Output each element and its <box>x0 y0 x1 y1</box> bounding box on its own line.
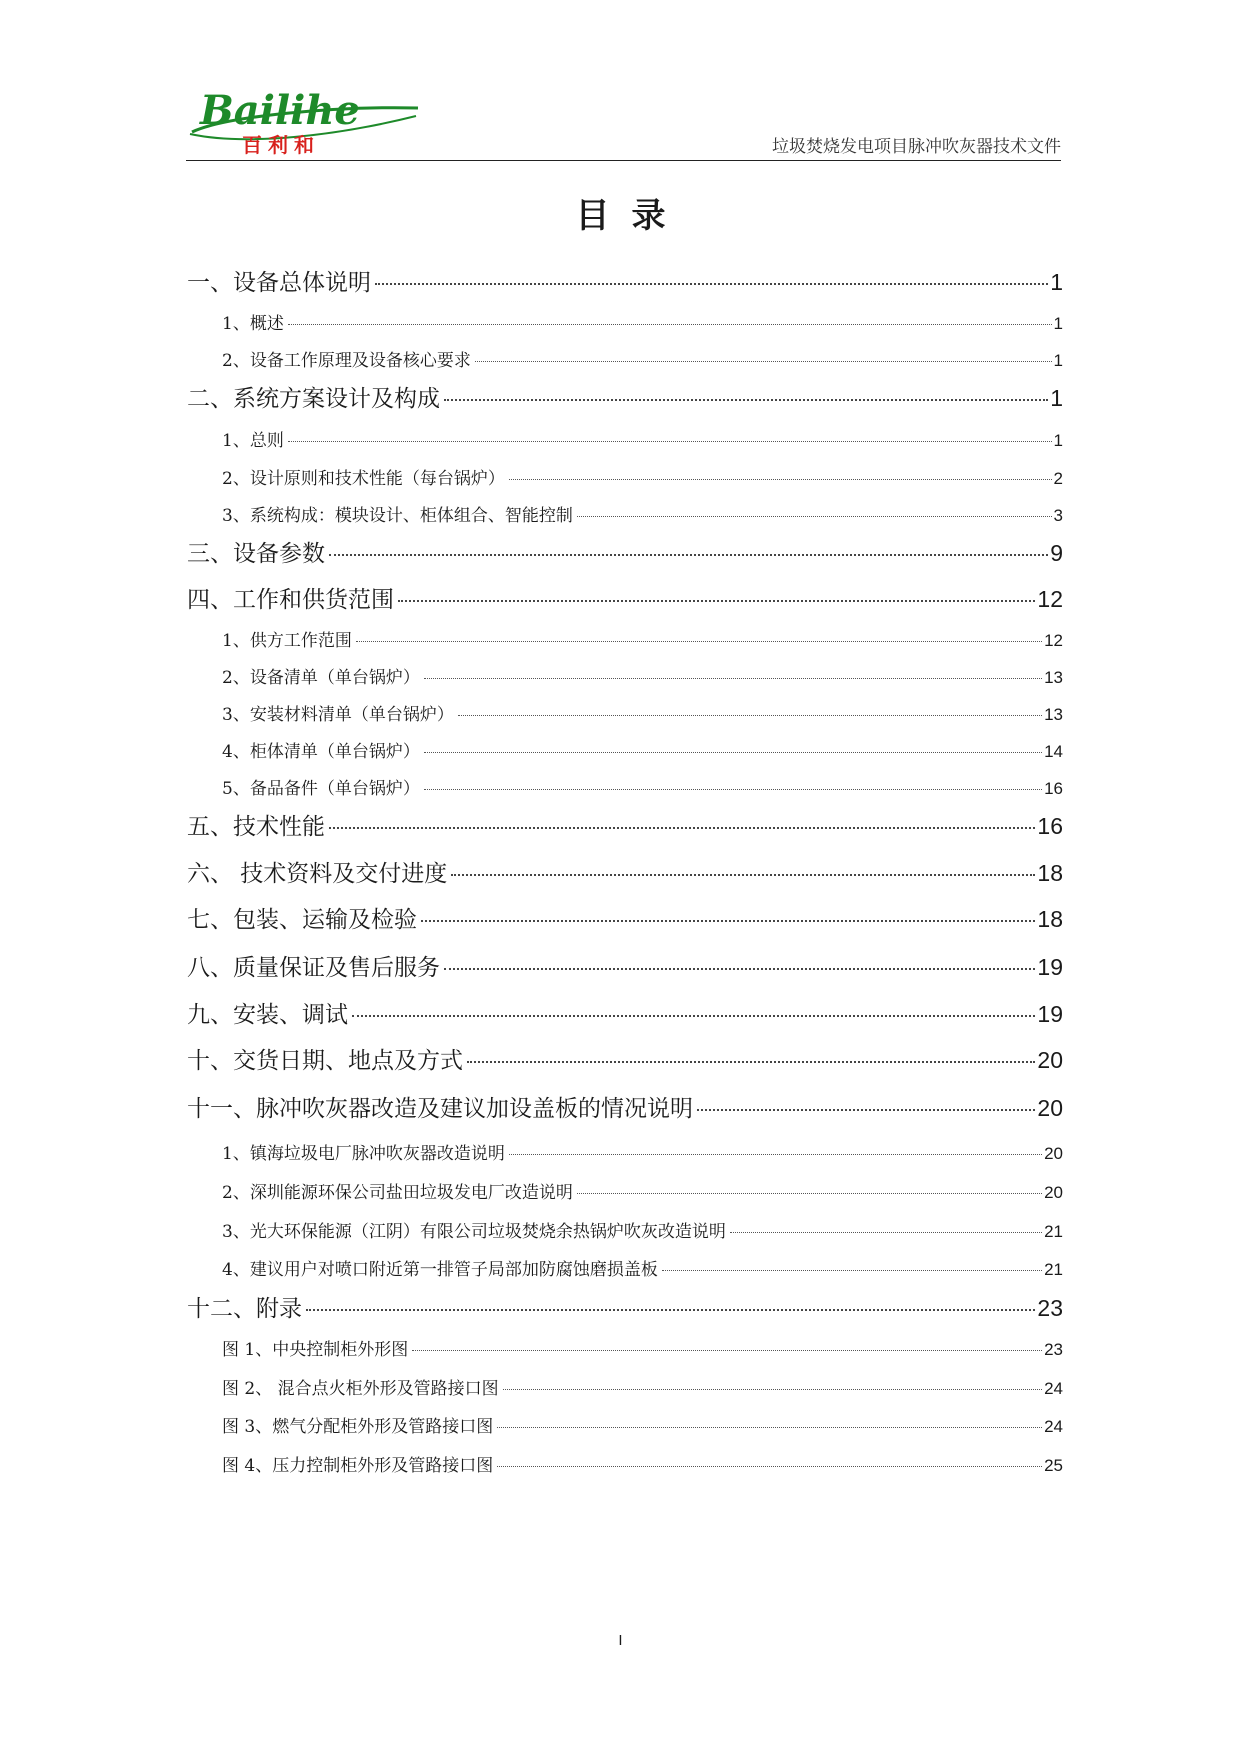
toc-dot-leader <box>503 1389 1042 1390</box>
toc-entry-title: 十一、脉冲吹灰器改造及建议加设盖板的情况说明 <box>187 1096 693 1122</box>
toc-dot-leader <box>356 641 1042 642</box>
toc-entry-title: 图 1、中央控制柜外形图 <box>222 1340 409 1360</box>
toc-entry-title: 四、工作和供货范围 <box>187 587 394 613</box>
toc-subsection-entry[interactable] <box>187 1217 1063 1242</box>
toc-page-number: 9 <box>1050 540 1063 566</box>
toc-entry-title: 3、光大环保能源（江阴）有限公司垃圾焚烧余热锅炉吹灰改造说明 <box>222 1222 726 1242</box>
toc-dot-leader <box>306 1309 1035 1311</box>
toc-dot-leader <box>577 516 1052 517</box>
toc-dot-leader <box>458 715 1042 716</box>
toc-dot-leader <box>421 920 1035 922</box>
toc-entry-title: 图 2、 混合点火柜外形及管路接口图 <box>222 1379 499 1399</box>
toc-page-number: 19 <box>1037 954 1063 980</box>
toc-entry-title: 2、设备清单（单台锅炉） <box>222 668 420 688</box>
toc-section-entry[interactable] <box>187 855 1063 888</box>
toc-dot-leader <box>424 678 1042 679</box>
toc-section-entry[interactable] <box>187 535 1063 568</box>
toc-dot-leader <box>451 874 1035 876</box>
toc-entry-title: 3、安装材料清单（单台锅炉） <box>222 705 454 725</box>
toc-page-number: 20 <box>1037 1095 1063 1121</box>
toc-subsection-entry[interactable] <box>187 1335 1063 1360</box>
toc-section-entry[interactable] <box>187 996 1063 1029</box>
toc-dot-leader <box>412 1350 1042 1351</box>
logo-chinese-name: 百利和 <box>242 133 320 156</box>
toc-subsection-entry[interactable] <box>187 1451 1063 1476</box>
toc-subsection-entry[interactable] <box>187 501 1063 526</box>
toc-dot-leader <box>577 1193 1042 1194</box>
toc-subsection-entry[interactable] <box>187 1412 1063 1437</box>
toc-entry-title: 五、技术性能 <box>187 814 325 840</box>
toc-entry-title: 2、设备工作原理及设备核心要求 <box>222 351 471 371</box>
toc-page-number: 16 <box>1044 779 1063 798</box>
toc-page-number: 24 <box>1044 1379 1063 1398</box>
toc-dot-leader <box>375 283 1048 285</box>
toc-entry-title: 图 4、压力控制柜外形及管路接口图 <box>222 1456 494 1476</box>
toc-entry-title: 2、设计原则和技术性能（每台锅炉） <box>222 469 505 489</box>
toc-subsection-entry[interactable] <box>187 1139 1063 1164</box>
toc-subsection-entry[interactable] <box>187 663 1063 688</box>
toc-entry-title: 1、总则 <box>222 431 284 451</box>
toc-entry-title: 七、包装、运输及检验 <box>187 907 417 933</box>
toc-section-entry[interactable] <box>187 901 1063 934</box>
toc-entry-title: 六、 技术资料及交付进度 <box>187 861 448 887</box>
toc-page-number: 20 <box>1044 1144 1063 1163</box>
toc-section-entry[interactable] <box>187 1290 1063 1323</box>
company-logo <box>186 86 426 156</box>
toc-page-number: 1 <box>1053 351 1063 370</box>
document-title: 垃圾焚烧发电项目脉冲吹灰器技术文件 <box>772 137 1061 157</box>
toc-section-entry[interactable] <box>187 380 1063 413</box>
toc-page-number: 14 <box>1044 742 1063 761</box>
toc-page-number: 12 <box>1037 586 1063 612</box>
toc-dot-leader <box>329 554 1048 556</box>
toc-section-entry[interactable] <box>187 1090 1063 1123</box>
toc-page-number: 25 <box>1044 1456 1063 1475</box>
toc-subsection-entry[interactable] <box>187 464 1063 489</box>
toc-entry-title: 二、系统方案设计及构成 <box>187 386 440 412</box>
toc-entry-title: 十二、附录 <box>187 1296 302 1322</box>
toc-section-entry[interactable] <box>187 1042 1063 1075</box>
toc-dot-leader <box>467 1061 1035 1063</box>
toc-entry-title: 4、建议用户对喷口附近第一排管子局部加防腐蚀磨损盖板 <box>222 1260 658 1280</box>
toc-page-number: 21 <box>1044 1222 1063 1241</box>
toc-page-number: 20 <box>1044 1183 1063 1202</box>
toc-page-number: 24 <box>1044 1417 1063 1436</box>
toc-subsection-entry[interactable] <box>187 1255 1063 1280</box>
toc-dot-leader <box>444 968 1035 970</box>
toc-entry-title: 4、柜体清单（单台锅炉） <box>222 742 420 762</box>
toc-subsection-entry[interactable] <box>187 626 1063 651</box>
toc-dot-leader <box>424 789 1042 790</box>
toc-page-number: 1 <box>1050 385 1063 411</box>
toc-dot-leader <box>352 1015 1035 1017</box>
toc-section-entry[interactable] <box>187 264 1063 297</box>
toc-dot-leader <box>509 1154 1042 1155</box>
toc-dot-leader <box>475 361 1052 362</box>
toc-entry-title: 1、镇海垃圾电厂脉冲吹灰器改造说明 <box>222 1144 505 1164</box>
toc-entry-title: 2、深圳能源环保公司盐田垃圾发电厂改造说明 <box>222 1183 573 1203</box>
toc-dot-leader <box>288 441 1052 442</box>
toc-page-number: 23 <box>1044 1340 1063 1359</box>
toc-dot-leader <box>509 479 1052 480</box>
toc-subsection-entry[interactable] <box>187 1374 1063 1399</box>
toc-dot-leader <box>697 1109 1035 1111</box>
toc-entry-title: 1、概述 <box>222 314 284 334</box>
toc-page-number: 16 <box>1037 813 1063 839</box>
toc-section-entry[interactable] <box>187 949 1063 982</box>
toc-subsection-entry[interactable] <box>187 700 1063 725</box>
toc-subsection-entry[interactable] <box>187 737 1063 762</box>
toc-entry-title: 5、备品备件（单台锅炉） <box>222 779 420 799</box>
toc-entry-title: 1、供方工作范围 <box>222 631 352 651</box>
toc-page-number: 1 <box>1053 431 1063 450</box>
toc-entry-title: 九、安装、调试 <box>187 1002 348 1028</box>
header-divider <box>186 160 1061 161</box>
toc-page-number: 13 <box>1044 668 1063 687</box>
toc-page-number: 18 <box>1037 906 1063 932</box>
toc-dot-leader <box>398 600 1035 602</box>
toc-subsection-entry[interactable] <box>187 426 1063 451</box>
toc-entry-title: 八、质量保证及售后服务 <box>187 955 440 981</box>
toc-entry-title: 三、设备参数 <box>187 541 325 567</box>
toc-page-number: 18 <box>1037 860 1063 886</box>
toc-dot-leader <box>730 1232 1042 1233</box>
toc-section-entry[interactable] <box>187 808 1063 841</box>
logo-wordmark: Bailihe <box>200 87 360 134</box>
toc-subsection-entry[interactable] <box>187 346 1063 371</box>
toc-dot-leader <box>329 827 1035 829</box>
toc-page-number: 1 <box>1053 314 1063 333</box>
toc-dot-leader <box>497 1427 1042 1428</box>
toc-page-number: 2 <box>1053 469 1063 488</box>
toc-subsection-entry[interactable] <box>187 309 1063 334</box>
page-title: 目录 <box>575 196 688 236</box>
toc-entry-title: 3、系统构成：模块设计、柜体组合、智能控制 <box>222 506 573 526</box>
toc-page-number: 23 <box>1037 1295 1063 1321</box>
toc-dot-leader <box>288 324 1052 325</box>
bailihe-logo-icon <box>186 86 426 156</box>
toc-page-number: 13 <box>1044 705 1063 724</box>
toc-dot-leader <box>424 752 1042 753</box>
toc-subsection-entry[interactable] <box>187 1178 1063 1203</box>
toc-dot-leader <box>662 1270 1042 1271</box>
toc-section-entry[interactable] <box>187 581 1063 614</box>
toc-dot-leader <box>497 1466 1042 1467</box>
toc-entry-title: 图 3、燃气分配柜外形及管路接口图 <box>222 1417 494 1437</box>
toc-page-number: 21 <box>1044 1260 1063 1279</box>
toc-subsection-entry[interactable] <box>187 774 1063 799</box>
toc-page-number: 3 <box>1053 506 1063 525</box>
toc-page-number: 19 <box>1037 1001 1063 1027</box>
toc-page-number: 1 <box>1050 269 1063 295</box>
toc-entry-title: 十、交货日期、地点及方式 <box>187 1048 463 1074</box>
toc-dot-leader <box>444 399 1048 401</box>
toc-page-number: 20 <box>1037 1047 1063 1073</box>
page-number: I <box>618 1632 623 1649</box>
toc-page-number: 12 <box>1044 631 1063 650</box>
toc-entry-title: 一、设备总体说明 <box>187 270 371 296</box>
